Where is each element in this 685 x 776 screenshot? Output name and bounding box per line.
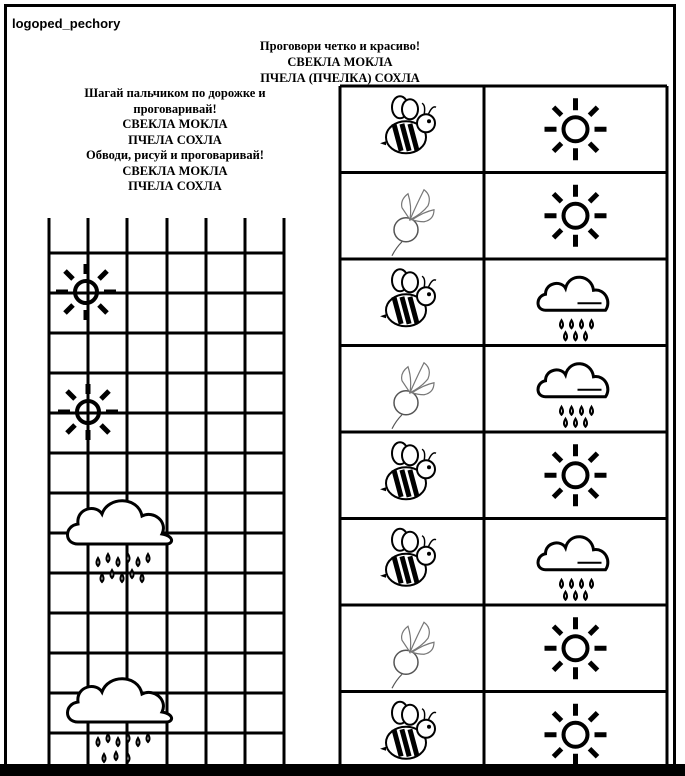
title-text: Проговори четко и красиво! bbox=[259, 39, 421, 53]
beet-icon bbox=[392, 622, 434, 688]
rain-cloud-icon bbox=[538, 364, 608, 427]
sun-icon bbox=[545, 98, 607, 160]
instruction-line-3: СВЕКЛА МОКЛА bbox=[122, 117, 228, 131]
instruction-line-1: Шагай пальчиком по дорожке и bbox=[84, 86, 266, 100]
instruction-line-6: СВЕКЛА МОКЛА bbox=[122, 163, 228, 178]
rain-cloud-icon bbox=[538, 537, 608, 600]
title-line-2: ПЧЕЛА (ПЧЕЛКА) СОХЛА bbox=[260, 71, 420, 85]
sun-icon bbox=[545, 185, 607, 247]
bee-icon bbox=[380, 442, 436, 499]
beet-icon bbox=[392, 363, 434, 429]
instruction-line-4: ПЧЕЛА СОХЛА bbox=[128, 132, 222, 147]
instruction-line-7: ПЧЕЛА СОХЛА bbox=[128, 179, 222, 193]
sun-icon bbox=[545, 444, 607, 506]
rain-cloud-icon bbox=[538, 277, 608, 340]
instruction-line-5: Обводи, рисуй и проговаривай! bbox=[86, 148, 264, 162]
beet-icon bbox=[392, 190, 434, 256]
bee-icon bbox=[380, 269, 436, 326]
title-line-1: СВЕКЛА МОКЛА bbox=[287, 55, 393, 69]
sun-icon bbox=[545, 617, 607, 679]
sun-icon bbox=[545, 704, 607, 766]
bee-icon bbox=[380, 529, 436, 586]
bee-icon bbox=[380, 702, 436, 759]
bee-icon bbox=[380, 96, 436, 153]
instruction-line-2: проговаривай! bbox=[133, 101, 217, 116]
brand-label: logoped_pechory bbox=[12, 16, 121, 31]
